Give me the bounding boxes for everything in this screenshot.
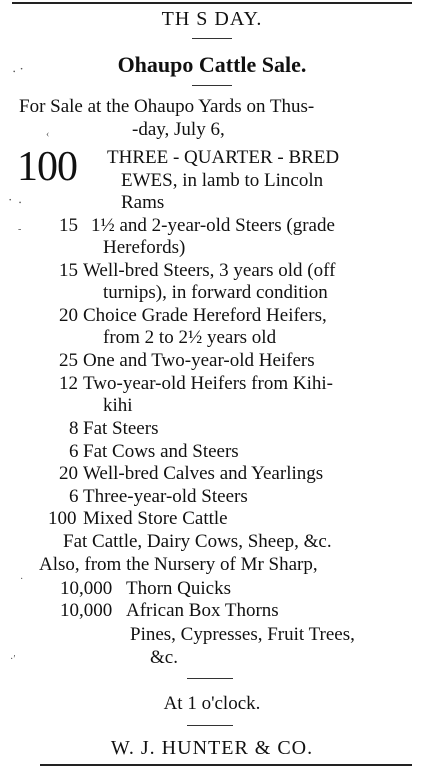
intro-line-1: For Sale at the Ohaupo Yards on Thus-: [19, 96, 315, 117]
nursery-quantity: 10,000: [60, 578, 113, 599]
item-line: Mixed Store Cattle: [83, 508, 228, 529]
item-line: turnips), in forward condition: [103, 282, 328, 303]
item-line: Fat Cows and Steers: [83, 441, 239, 462]
item-line: Well-bred Calves and Yearlings: [83, 463, 324, 484]
time-rule: [187, 678, 233, 679]
print-speck: ‹: [46, 129, 50, 140]
item-line: from 2 to 2½ years old: [103, 327, 277, 348]
item-quantity: 8: [69, 418, 79, 439]
item-quantity: 15: [59, 260, 78, 281]
print-speck: ·′: [10, 654, 16, 665]
item-line: Choice Grade Hereford Heifers,: [83, 305, 327, 326]
item-line: 1½ and 2-year-old Steers (grade: [91, 215, 335, 236]
item-quantity: 20: [59, 463, 78, 484]
item-line: Well-bred Steers, 3 years old (off: [83, 260, 336, 281]
heading-rule: [192, 38, 232, 39]
sale-title: Ohaupo Cattle Sale.: [117, 52, 307, 77]
item-line: One and Two-year-old Heifers: [83, 350, 315, 371]
title-rule: [192, 85, 232, 86]
nursery-item: African Box Thorns: [126, 600, 279, 621]
print-speck: -: [18, 224, 22, 235]
intro-line-2: -day, July 6,: [132, 119, 225, 140]
item-quantity: 6: [69, 441, 79, 462]
item-quantity: 25: [59, 350, 78, 371]
auctioneer-name: W. J. HUNTER & CO.: [110, 737, 314, 759]
trees-line-2: &c.: [150, 647, 178, 668]
item-line: kihi: [103, 395, 133, 416]
print-speck: ·: [20, 574, 24, 585]
bottom-rule: [40, 764, 412, 766]
sale-time: At 1 o'clock.: [163, 693, 261, 714]
lead-line-3: Rams: [121, 192, 165, 213]
item-quantity: 12: [59, 373, 78, 394]
print-speck: ⠂ ⠄: [8, 196, 26, 207]
item-quantity: 6: [69, 486, 79, 507]
nursery-item: Thorn Quicks: [126, 578, 232, 599]
item-line: Fat Steers: [83, 418, 159, 439]
item-quantity: 15: [59, 215, 78, 236]
lead-line-1: THREE - QUARTER - BRED: [107, 147, 340, 168]
lead-quantity: 100: [17, 144, 77, 190]
item-quantity: 20: [59, 305, 78, 326]
print-speck: ⠄⠂: [12, 65, 27, 76]
fat-cattle-line: Fat Cattle, Dairy Cows, Sheep, &c.: [63, 531, 332, 552]
day-heading: TH S DAY.: [161, 8, 263, 30]
nursery-quantity: 10,000: [60, 600, 113, 621]
auctioneer-rule: [187, 725, 233, 726]
lead-line-2: EWES, in lamb to Lincoln: [121, 170, 324, 191]
nursery-line: Also, from the Nursery of Mr Sharp,: [39, 554, 318, 575]
item-quantity: 100: [48, 508, 77, 529]
item-line: Three-year-old Steers: [83, 486, 248, 507]
trees-line-1: Pines, Cypresses, Fruit Trees,: [130, 624, 355, 645]
item-line: Two-year-old Heifers from Kihi-: [83, 373, 333, 394]
item-line: Herefords): [103, 237, 186, 258]
top-rule: [12, 2, 412, 4]
